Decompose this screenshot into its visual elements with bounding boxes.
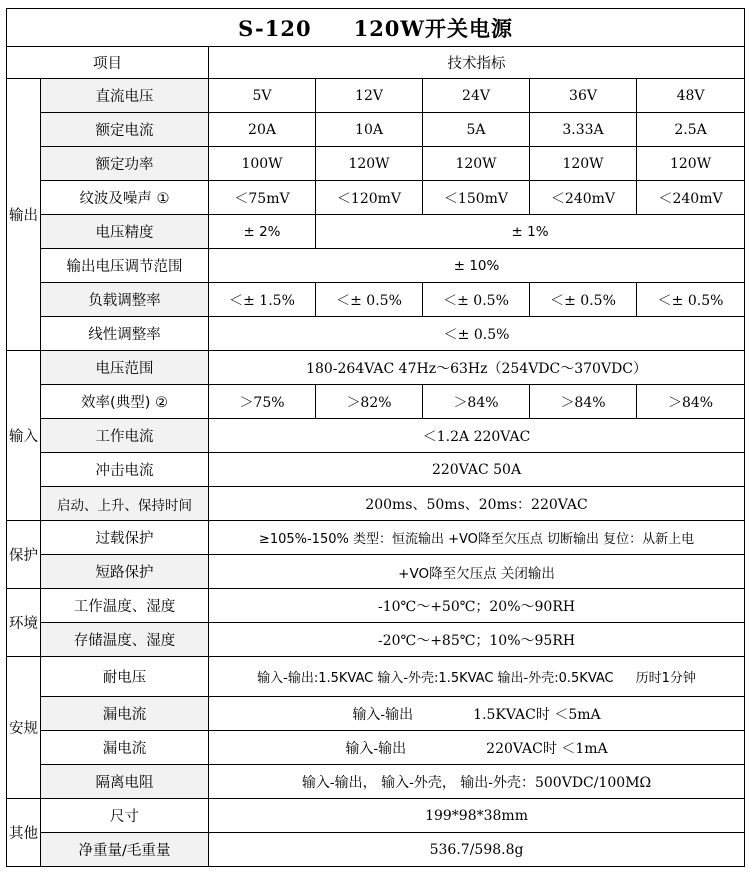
table-row bbox=[7, 113, 745, 147]
row-label: 存储温度、湿度 bbox=[41, 623, 209, 657]
row-label: 纹波及噪声 ① bbox=[41, 181, 209, 215]
row-label: 线性调整率 bbox=[41, 317, 209, 351]
cell bbox=[209, 657, 745, 697]
cell: 3.33A bbox=[530, 113, 637, 147]
cell: 36V bbox=[530, 79, 637, 113]
category-environment: 环境 bbox=[7, 589, 41, 657]
row-label: 负载调整率 bbox=[41, 283, 209, 317]
row-label: 工作电流 bbox=[41, 419, 209, 453]
cell: 20A bbox=[209, 113, 316, 147]
row-label: 过载保护 bbox=[41, 521, 209, 555]
header-item: 项目 bbox=[7, 47, 209, 79]
cell: ＜± 0.5% bbox=[637, 283, 745, 317]
table-row bbox=[7, 657, 745, 697]
cell: ＜± 0.5% bbox=[530, 283, 637, 317]
table-row bbox=[7, 351, 745, 385]
cell: ± 1% bbox=[316, 215, 745, 249]
cell: +VO降至欠压点 关闭输出 bbox=[209, 555, 745, 589]
withstand-duration: 历时1分钟 bbox=[635, 671, 696, 686]
row-label: 额定电流 bbox=[41, 113, 209, 147]
row-label: 冲击电流 bbox=[41, 453, 209, 487]
table-row bbox=[7, 521, 745, 555]
leakage-limit: 1.5KVAC时 ＜5mA bbox=[473, 706, 601, 723]
category-safety: 安规 bbox=[7, 657, 41, 799]
cell: 120W bbox=[423, 147, 530, 181]
leakage-path: 输入-输出 bbox=[345, 740, 407, 757]
leakage-limit: 220VAC时 ＜1mA bbox=[486, 740, 608, 757]
cell: ＜120mV bbox=[316, 181, 423, 215]
cell: 120W bbox=[530, 147, 637, 181]
table-row bbox=[7, 487, 745, 521]
spec-table bbox=[6, 8, 745, 867]
row-label: 电压精度 bbox=[41, 215, 209, 249]
row-label: 净重量/毛重量 bbox=[41, 833, 209, 867]
table-row bbox=[7, 181, 745, 215]
cell: ＞84% bbox=[637, 385, 745, 419]
cell: ＜± 0.5% bbox=[423, 283, 530, 317]
cell: 12V bbox=[316, 79, 423, 113]
cell: 5V bbox=[209, 79, 316, 113]
table-row bbox=[7, 249, 745, 283]
table-row bbox=[7, 317, 745, 351]
table-row bbox=[7, 385, 745, 419]
table-row bbox=[7, 623, 745, 657]
cell: 5A bbox=[423, 113, 530, 147]
row-label: 漏电流 bbox=[41, 697, 209, 731]
header-row bbox=[7, 47, 745, 79]
cell: ＜240mV bbox=[637, 181, 745, 215]
cell: 10A bbox=[316, 113, 423, 147]
cell: ＜150mV bbox=[423, 181, 530, 215]
cell: 200ms、50ms、20ms：220VAC bbox=[209, 487, 745, 521]
table-row bbox=[7, 799, 745, 833]
table-row bbox=[7, 419, 745, 453]
row-label: 启动、上升、保持时间 bbox=[41, 487, 209, 521]
cell: 220VAC 50A bbox=[209, 453, 745, 487]
cell: 120W bbox=[316, 147, 423, 181]
row-label: 效率(典型) ② bbox=[41, 385, 209, 419]
cell bbox=[209, 731, 745, 765]
model-number: S-120 bbox=[238, 15, 312, 41]
row-label: 额定功率 bbox=[41, 147, 209, 181]
cell: 199*98*38mm bbox=[209, 799, 745, 833]
table-row bbox=[7, 697, 745, 731]
cell: ＞75% bbox=[209, 385, 316, 419]
row-label: 隔离电阻 bbox=[41, 765, 209, 799]
cell: 536.7/598.8g bbox=[209, 833, 745, 867]
table-row bbox=[7, 147, 745, 181]
table-row bbox=[7, 453, 745, 487]
row-label: 输出电压调节范围 bbox=[41, 249, 209, 283]
cell: 输入-输出， 输入-外壳， 输出-外壳：500VDC/100MΩ bbox=[209, 765, 745, 799]
cell: ± 2% bbox=[209, 215, 316, 249]
spec-sheet bbox=[6, 8, 744, 867]
category-other: 其他 bbox=[7, 799, 41, 867]
table-row bbox=[7, 765, 745, 799]
title-row bbox=[7, 9, 745, 47]
table-row bbox=[7, 833, 745, 867]
cell: 24V bbox=[423, 79, 530, 113]
row-label: 漏电流 bbox=[41, 731, 209, 765]
cell: 120W bbox=[637, 147, 745, 181]
category-protection: 保护 bbox=[7, 521, 41, 589]
row-label: 短路保护 bbox=[41, 555, 209, 589]
cell: 2.5A bbox=[637, 113, 745, 147]
cell: ± 10% bbox=[209, 249, 745, 283]
row-label: 直流电压 bbox=[41, 79, 209, 113]
cell: -20℃～+85℃；10%～95RH bbox=[209, 623, 745, 657]
row-label: 耐电压 bbox=[41, 657, 209, 697]
withstand-voltage-value: 输入-输出:1.5KVAC 输入-外壳:1.5KVAC 输出-外壳:0.5KVAC bbox=[257, 671, 614, 686]
cell bbox=[209, 697, 745, 731]
cell: ＞82% bbox=[316, 385, 423, 419]
category-input: 输入 bbox=[7, 351, 41, 521]
cell: ＜± 0.5% bbox=[209, 317, 745, 351]
cell: 100W bbox=[209, 147, 316, 181]
cell: ＜± 1.5% bbox=[209, 283, 316, 317]
row-label: 尺寸 bbox=[41, 799, 209, 833]
cell: ＞84% bbox=[530, 385, 637, 419]
cell: ＜± 0.5% bbox=[316, 283, 423, 317]
category-output: 输出 bbox=[7, 79, 41, 351]
cell: 180-264VAC 47Hz～63Hz（254VDC～370VDC） bbox=[209, 351, 745, 385]
header-spec: 技术指标 bbox=[209, 47, 745, 79]
cell: ≥105%-150% 类型：恒流输出 +VO降至欠压点 切断输出 复位：从新上电 bbox=[209, 521, 745, 555]
cell: -10℃～+50℃；20%～90RH bbox=[209, 589, 745, 623]
cell: ＜240mV bbox=[530, 181, 637, 215]
cell: ＜75mV bbox=[209, 181, 316, 215]
row-label: 工作温度、湿度 bbox=[41, 589, 209, 623]
table-row bbox=[7, 79, 745, 113]
cell: ＞84% bbox=[423, 385, 530, 419]
table-row bbox=[7, 589, 745, 623]
table-row bbox=[7, 555, 745, 589]
cell: ＜1.2A 220VAC bbox=[209, 419, 745, 453]
table-row bbox=[7, 215, 745, 249]
row-label: 电压范围 bbox=[41, 351, 209, 385]
leakage-path: 输入-输出 bbox=[352, 706, 414, 723]
product-name: 120W开关电源 bbox=[353, 15, 513, 41]
table-row bbox=[7, 283, 745, 317]
table-row bbox=[7, 731, 745, 765]
cell: 48V bbox=[637, 79, 745, 113]
page-title bbox=[7, 9, 745, 47]
